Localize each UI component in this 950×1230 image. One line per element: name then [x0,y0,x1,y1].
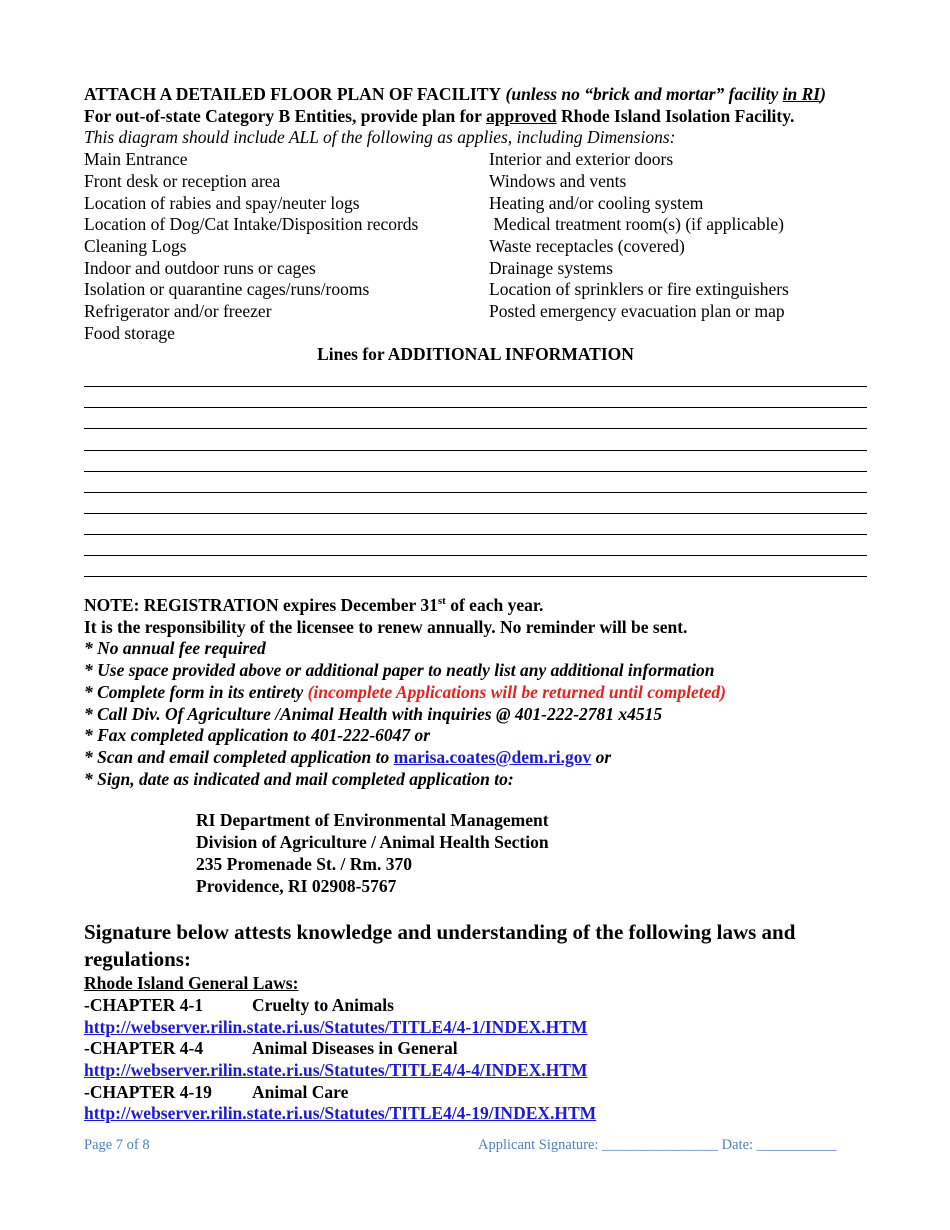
checklist-right-column [489,149,867,344]
list-item: Main Entrance [84,149,188,170]
floor-plan-heading: ATTACH A DETAILED FLOOR PLAN OF FACILITY (unless no “brick and mortar” facility in RI) [84,84,826,104]
use-space-note: * Use space provided above or additional paper to neatly list any additional information [84,660,715,681]
write-in-line[interactable] [84,366,867,387]
list-item: Cleaning Logs [84,235,187,256]
list-item: Windows and vents [489,170,627,191]
mailing-address [84,810,867,897]
laws-heading: Signature below attests knowledge and understanding of the following laws and regulations: [84,920,796,972]
chapter-number: -CHAPTER 4-4 [84,1038,204,1059]
responsibility-note: It is the responsibility of the licensee to renew annually. No reminder will be sent. [84,616,688,637]
email-link[interactable]: marisa.coates@dem.ri.gov [393,747,592,767]
list-item: Location of sprinklers or fire extinguishers [489,279,789,300]
fax-note: * Fax completed application to 401-222-6047 or [84,725,431,746]
write-in-line[interactable] [84,493,867,514]
chapter-link[interactable]: http://webserver.rilin.state.ri.us/Statutes/TITLE4/4-4/INDEX.HTM [84,1060,588,1081]
sign-mail-note: * Sign, date as indicated and mail completed application to: [84,768,514,789]
list-item: Waste receptacles (covered) [489,235,685,256]
general-laws-label: Rhode Island General Laws: [84,973,299,994]
complete-form-note: * Complete form in its entirety (incomplete Applications will be returned until completed) [84,681,726,702]
list-item: Posted emergency evacuation plan or map [489,301,785,322]
no-fee-note: * No annual fee required [84,638,266,659]
address-line: 235 Promenade St. / Rm. 370 [196,853,412,874]
list-item: Location of Dog/Cat Intake/Disposition records [84,214,419,235]
address-line: Providence, RI 02908-5767 [196,875,397,896]
list-item: Refrigerator and/or freezer [84,301,272,322]
write-in-line[interactable] [84,429,867,450]
call-note: * Call Div. Of Agriculture /Animal Health with inquiries @ 401-222-2781 x4515 [84,703,663,724]
write-in-line[interactable] [84,535,867,556]
page-number: Page 7 of 8 [84,1137,150,1153]
write-in-line[interactable] [84,451,867,472]
chapter-title: Cruelty to Animals [252,994,394,1015]
applicant-signature-field[interactable]: Applicant Signature: ________________ Date: ___________ [478,1137,837,1153]
additional-info-lines [84,366,867,577]
list-item: Interior and exterior doors [489,149,674,170]
write-in-line[interactable] [84,408,867,429]
registration-note: NOTE: REGISTRATION expires December 31st of each year. [84,595,544,616]
page-footer [84,1137,867,1157]
list-item: Food storage [84,322,175,343]
chapter-row [84,1082,867,1104]
chapter-title: Animal Care [252,1081,349,1102]
write-in-line[interactable] [84,387,867,408]
chapter-row [84,995,867,1017]
list-item: Location of rabies and spay/neuter logs [84,192,360,213]
chapter-link[interactable]: http://webserver.rilin.state.ri.us/Statutes/TITLE4/4-19/INDEX.HTM [84,1103,597,1124]
list-item: Heating and/or cooling system [489,192,704,213]
chapter-row [84,1038,867,1060]
write-in-line[interactable] [84,514,867,535]
out-of-state-note: For out-of-state Category B Entities, provide plan for approved Rhode Island Isolation Facility. [84,105,795,126]
diagram-note: This diagram should include ALL of the following as applies, including Dimensions: [84,127,676,148]
address-line: Division of Agriculture / Animal Health Section [196,832,549,853]
address-line: RI Department of Environmental Management [196,810,549,831]
checklist-left-column [84,149,489,344]
floor-plan-checklist [84,149,867,344]
document-page [84,84,867,1125]
list-item: Indoor and outdoor runs or cages [84,257,316,278]
chapter-number: -CHAPTER 4-1 [84,994,204,1015]
chapter-number: -CHAPTER 4-19 [84,1081,212,1102]
write-in-line[interactable] [84,472,867,493]
additional-info-heading: Lines for ADDITIONAL INFORMATION [317,344,634,365]
chapter-link[interactable]: http://webserver.rilin.state.ri.us/Statutes/TITLE4/4-1/INDEX.HTM [84,1016,588,1037]
chapter-title: Animal Diseases in General [252,1038,458,1059]
list-item: Front desk or reception area [84,170,281,191]
list-item: Medical treatment room(s) (if applicable) [489,214,784,235]
write-in-line[interactable] [84,556,867,577]
list-item: Drainage systems [489,257,613,278]
list-item: Isolation or quarantine cages/runs/rooms [84,279,370,300]
scan-email-note: * Scan and email completed application to marisa.coates@dem.ri.gov or [84,747,612,767]
